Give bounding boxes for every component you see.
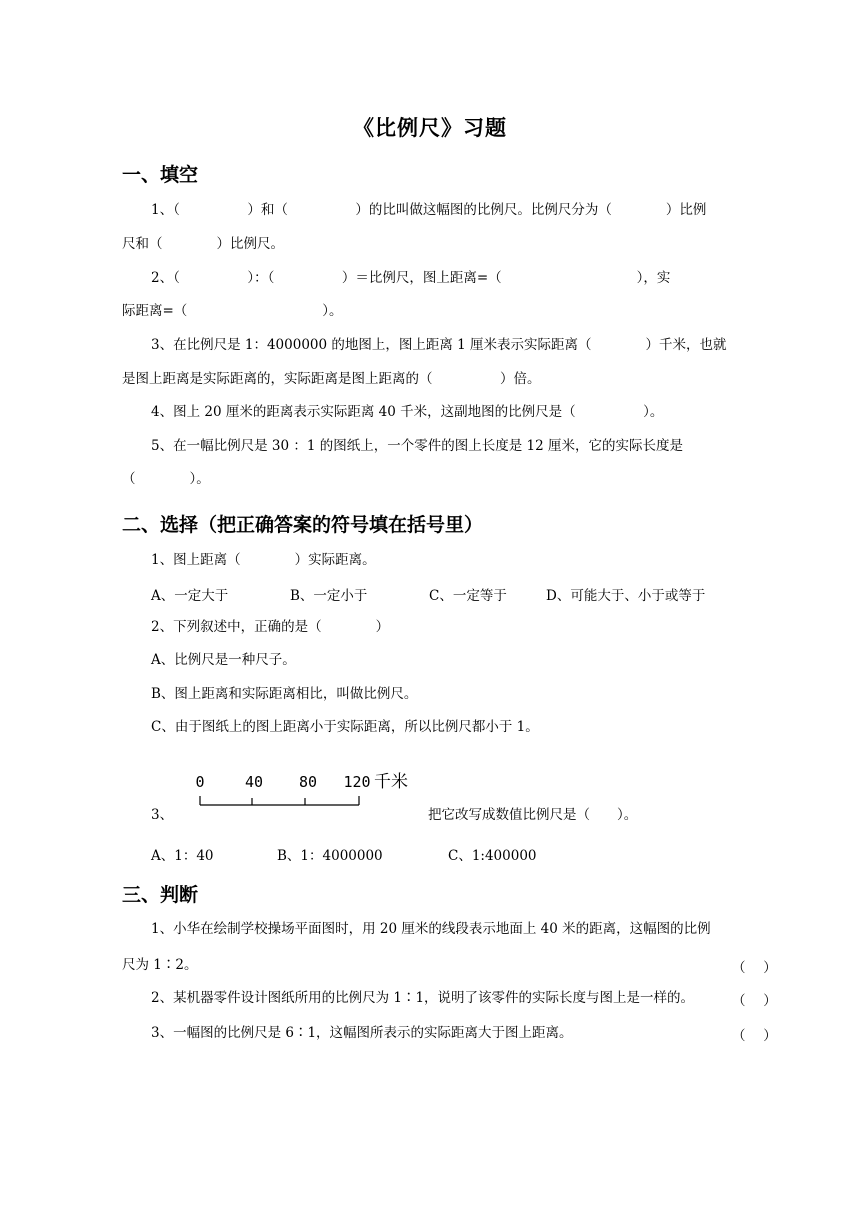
choice-q3-options [151,844,537,864]
choice-q1-option-d: D、可能大于、小于或等于 [546,588,706,604]
choice-q2-option-a: A、比例尺是一种尺子。 [151,652,296,668]
judge-q1-paren: （ ） [732,960,777,976]
choice-q2-option-c: C、由于图纸上的图上距离小于实际距离，所以比例尺都小于 1。 [151,719,539,735]
choice-q2-option-b: B、图上距离和实际距离相比，叫做比例尺。 [151,686,418,702]
fill-q3-line1: 3、在比例尺是 1：4000000 的地图上，图上距离 1 厘米表示实际距离（ ）千米，也就 [151,337,727,353]
scale-label-0: 0 [195,773,205,791]
fill-q1-line2: 尺和（ ）比例尺。 [122,236,284,252]
choice-q3-option-a: A、1：40 [151,848,214,864]
judge-q1-line1: 1、小华在绘制学校操场平面图时，用 20 厘米的线段表示地面上 40 米的距离，这幅图的比例 [151,921,711,937]
choice-q3-text: 把它改写成数值比例尺是（ ）。 [428,807,638,823]
choice-q3-option-b: B、1：4000000 [277,848,383,864]
section-heading-fill-blank: 一、填空 [122,164,199,186]
judge-q3-paren: （ ） [732,1028,777,1044]
judge-q3: 3、一幅图的比例尺是 6∶1，这幅图所表示的实际距离大于图上距离。 [151,1025,573,1041]
scale-label-40: 40 [244,773,264,791]
fill-q5-line1: 5、在一幅比例尺是 30 ：1 的图纸上，一个零件的图上长度是 12 厘米，它的实际长度是 [151,438,683,454]
page-title: 《比例尺》习题 [353,116,507,140]
judge-q2-paren: （ ） [732,993,777,1009]
choice-q1-option-c: C、一定等于 [429,588,507,604]
fill-q4-line: 4、图上 20 厘米的距离表示实际距离 40 千米，这副地图的比例尺是（ ）。 [151,404,664,420]
choice-q1-option-a: A、一定大于 [151,588,229,604]
section-heading-choice: 二、选择（把正确答案的符号填在括号里） [122,514,484,536]
fill-q5-line2: （ ）。 [122,471,210,487]
fill-q2-line2: 际距离=（ ）。 [122,303,343,319]
section-heading-judge: 三、判断 [122,884,199,906]
fill-q1-line1: 1、（ ）和（ ）的比叫做这幅图的比例尺。比例尺分为（ ）比例 [151,202,707,218]
fill-q2-line1: 2、（ ）：（ ）＝比例尺，图上距离=（ ），实 [151,270,671,286]
fill-q3-line2: 是图上距离是实际距离的，实际距离是图上距离的（ ）倍。 [122,371,541,387]
judge-q1-line2: 尺为 1∶2。 [122,957,198,973]
judge-q2: 2、某机器零件设计图纸所用的比例尺为 1∶1，说明了该零件的实际长度与图上是一样的。 [151,990,695,1006]
choice-q1-options [151,584,705,604]
scale-unit: 千米 [374,772,408,792]
choice-q3-option-c: C、1:400000 [448,848,537,864]
choice-q1: 1、图上距离（ ）实际距离。 [151,552,376,568]
choice-q2: 2、下列叙述中，正确的是（ ） [151,619,390,635]
choice-q1-option-b: B、一定小于 [290,588,368,604]
scale-label-120: 120 [343,773,371,791]
scale-label-80: 80 [298,773,318,791]
choice-q3-number: 3、 [151,807,174,823]
line-scale-diagram [188,768,418,812]
